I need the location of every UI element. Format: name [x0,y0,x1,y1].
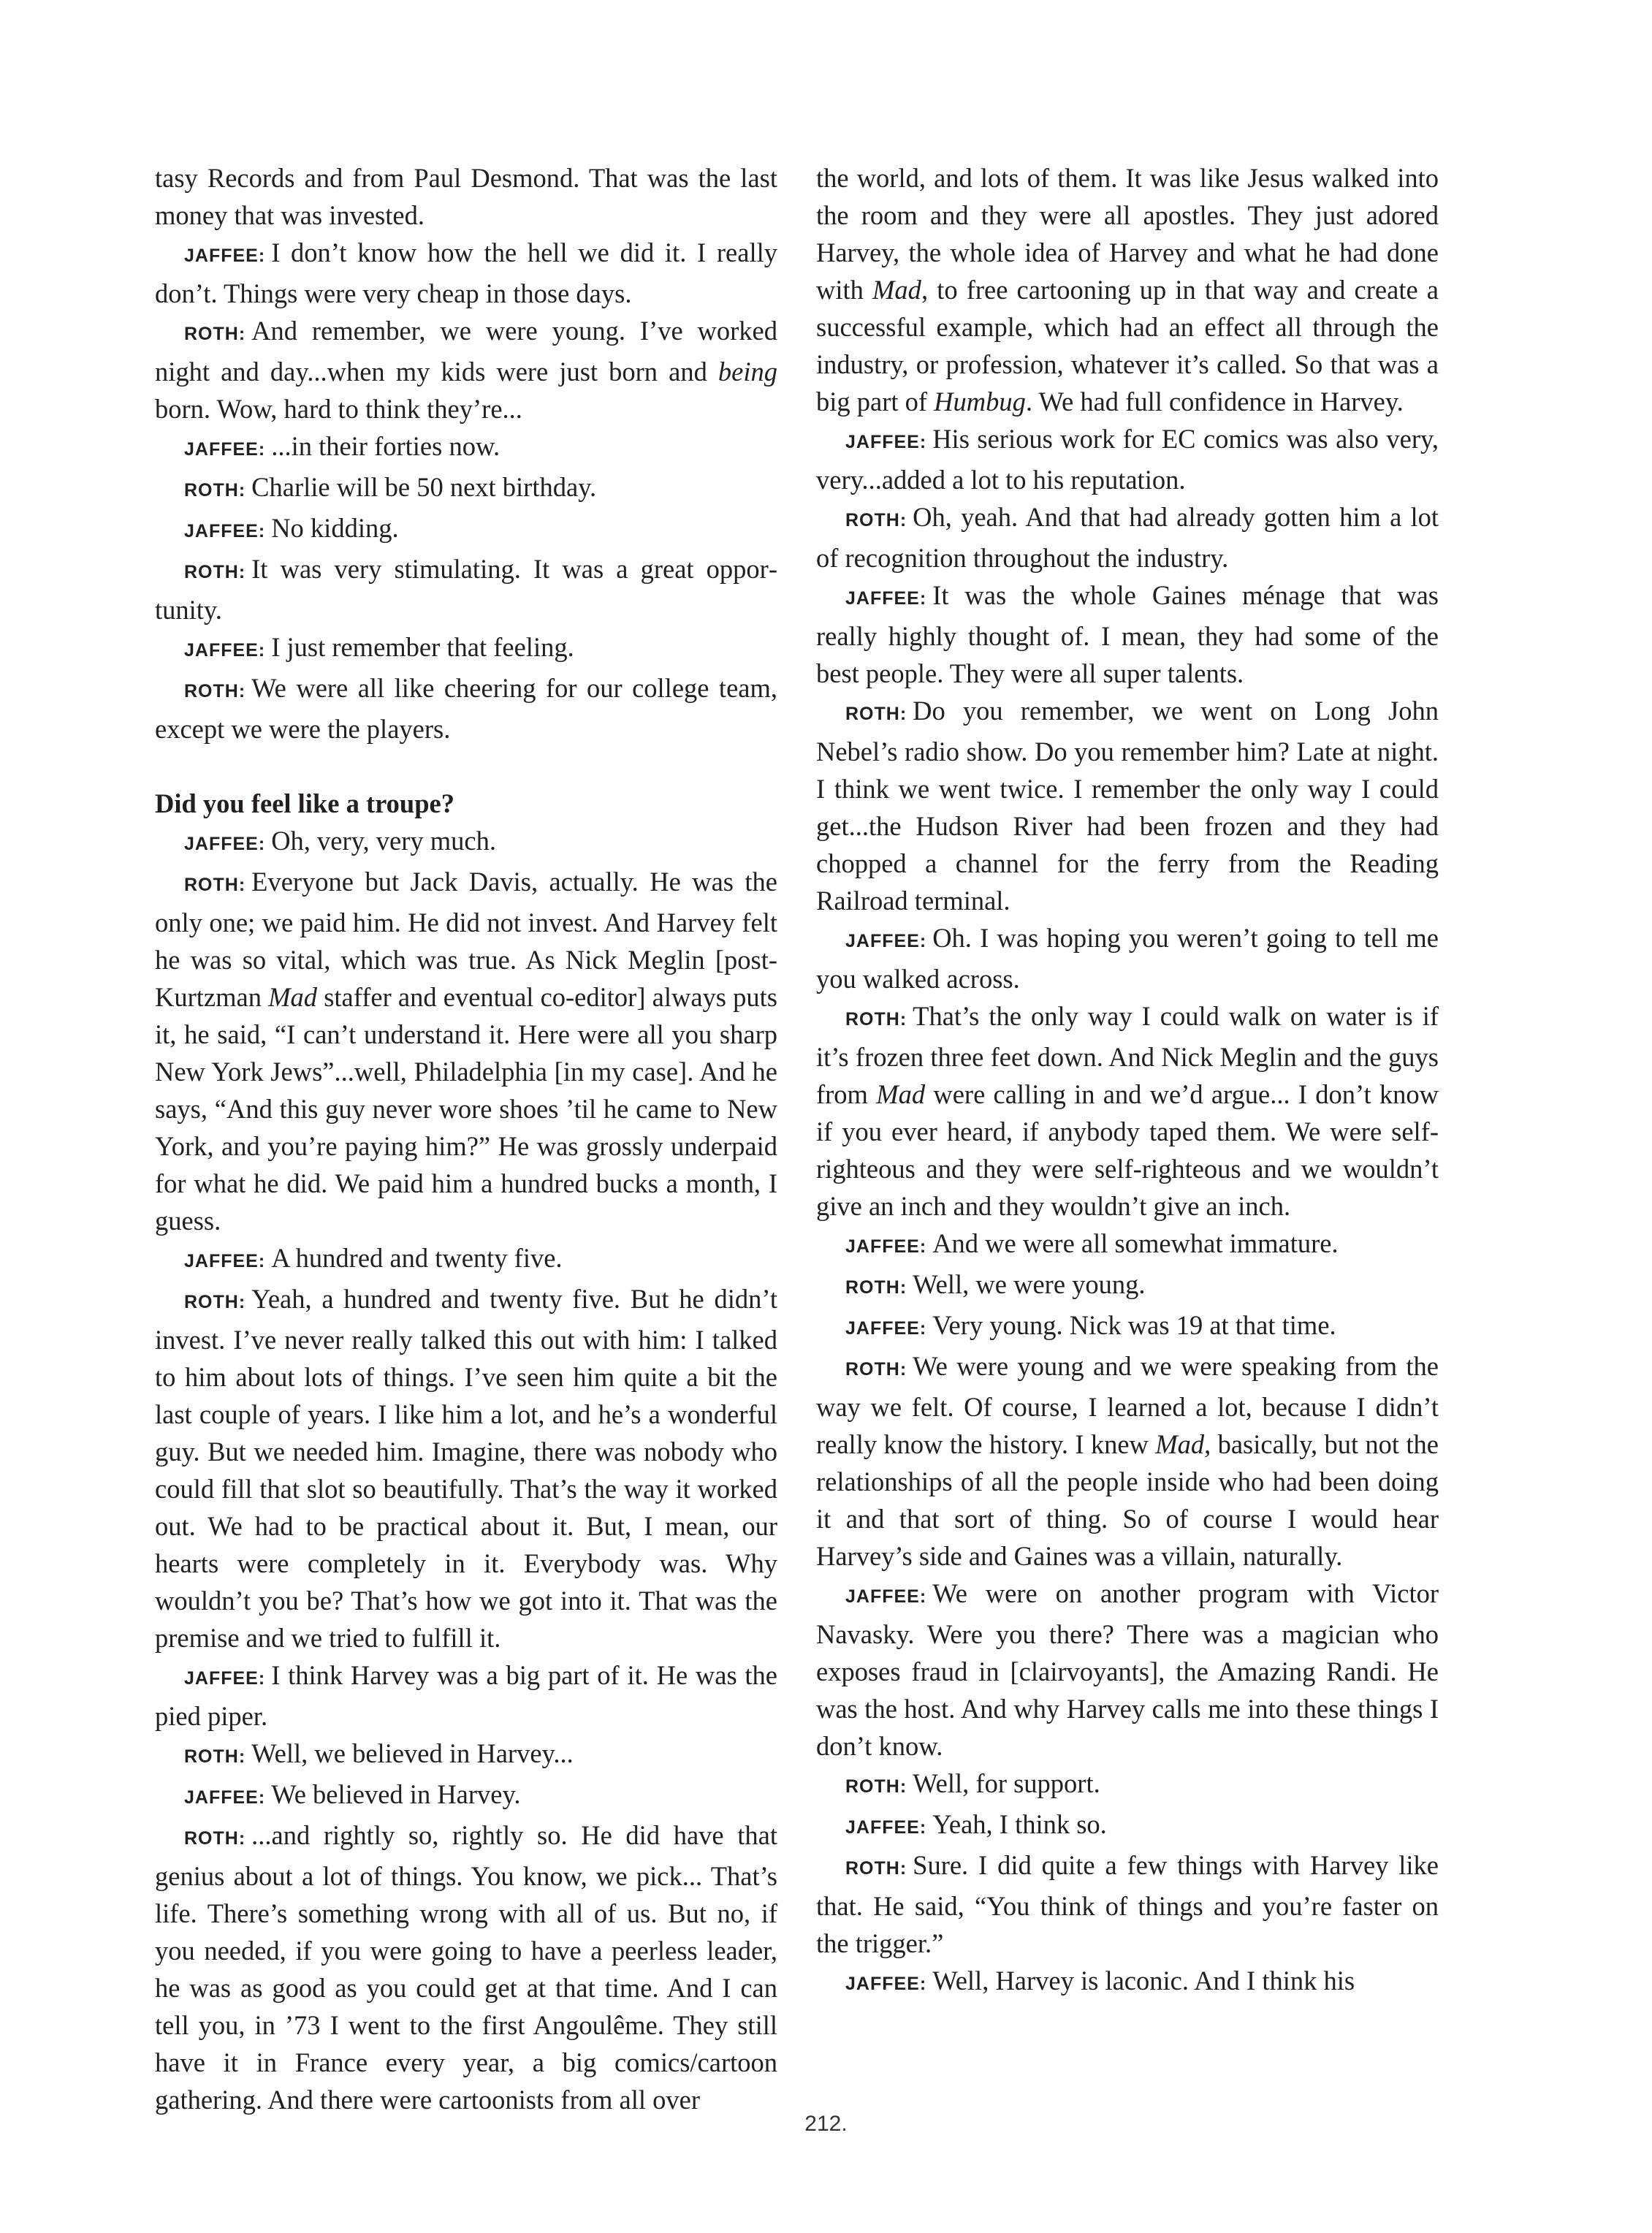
speaker-label: ROTH: [184,1828,246,1849]
speaker-label: JAFFEE: [845,1817,927,1838]
speaker-label: ROTH: [184,1292,246,1312]
paragraph-text: I think Harvey was a big part of it. He was the pied piper. [155,1660,777,1731]
dialogue-paragraph [816,1306,1439,1347]
paragraph-text: Charlie will be 50 next birthday. [251,472,597,502]
dialogue-paragraph [155,550,777,628]
paragraph-text: Do you remember, we went on Long John Nebel’s radio show. Do you remember him? Late at night. I think we went twice. I remember the only way I could get...the Hudson River had been frozen and they had chopped a channel for the ferry from the Reading Railroad terminal. [816,696,1439,916]
dialogue-paragraph [155,234,777,312]
paragraph-text: That’s the only way I could walk on water is if it’s frozen three feet down. And Nick Meglin and the guys from Mad were calling in and we’d argue... I don’t know if you ever heard, if anybody taped them. We were self-righteous and they were self-righteous and we wouldn’t give an inch and they wouldn’t give an inch. [816,1001,1439,1221]
speaker-label: ROTH: [184,562,246,582]
paragraph-text: It was very stimulating. It was a great opportunity. [155,554,777,625]
section-heading: Did you feel like a troupe? [155,788,454,818]
dialogue-paragraph [155,1656,777,1735]
paragraph-text: Oh, very, very much. [271,826,496,856]
speaker-label: ROTH: [845,1009,907,1030]
paragraph-text: Yeah, I think so. [932,1809,1107,1839]
speaker-label: JAFFEE: [184,1668,266,1689]
dialogue-paragraph [816,577,1439,692]
paragraph-text: No kidding. [271,513,399,543]
paragraph-text: Everyone but Jack Davis, actually. He was the only one; we paid him. He did not invest. And Harvey felt he was so vital, which was true. As Nick Meglin [post-Kurtzman Mad staffer and eventual co-editor] always puts it, he said, “I can’t understand it. Here were all you sharp New York Jews”...well, Philadelphia [in my case]. And he says, “And this guy never wore shoes ’til he came to New York, and you’re paying him?” He was grossly underpaid for what he did. We paid him a hundred bucks a month, I guess. [155,867,778,1236]
dialogue-paragraph [816,692,1439,919]
dialogue-paragraph [816,919,1439,997]
speaker-label: ROTH: [845,1776,907,1797]
speaker-label: ROTH: [184,875,246,895]
dialogue-paragraph [816,1765,1439,1806]
right-column [816,159,1439,2003]
dialogue-paragraph [155,1280,777,1656]
speaker-label: JAFFEE: [184,640,266,661]
paragraph-text: We were on another program with Victor Navasky. Were you there? There was a magician who exposes fraud in [clairvoyants], the Amazing Randi. He was the host. And why Harvey calls me into these things I don’t know. [816,1578,1439,1761]
paragraph-text: Yeah, a hundred and twenty five. But he didn’t invest. I’ve never really talked this out with him: I talked to him about lots of things. I’ve seen him quite a bit the last couple of years. I like him a lot, and he’s a wonderful guy. But we needed him. Imagine, there was nobody who could fill that slot so beautifully. That’s the way it worked out. We had to be practical about it. But, I mean, our hearts were completely in it. Everybody was. Why wouldn’t you be? That’s how we got into it. That was the premise and we tried to fulfill it. [155,1284,777,1653]
speaker-label: JAFFEE: [845,432,927,452]
left-column [155,159,777,2118]
paragraph-text: the world, and lots of them. It was like Jesus walked into the room and they were all apostles. They just adored Harvey, the whole idea of Harvey and what he had done with Mad, to free cartooning up in that way and create a successful example, which had an effect all through the industry, or profession, whatever it’s called. So that was a big part of Humbug. We had full confidence in Harvey. [816,163,1439,416]
dialogue-paragraph [816,1962,1439,2003]
paragraph-text: Well, for support. [913,1768,1100,1798]
dialogue-paragraph [816,420,1439,498]
paragraph-text: Well, Harvey is laconic. And I think his [932,1966,1355,1996]
dialogue-paragraph [155,863,777,1239]
dialogue-paragraph [155,822,777,863]
dialogue-paragraph [816,1806,1439,1846]
speaker-label: ROTH: [845,510,907,530]
speaker-label: ROTH: [184,681,246,701]
speaker-label: ROTH: [845,1277,907,1298]
dialogue-paragraph [816,997,1439,1225]
paragraph-text: ...in their forties now. [271,431,500,461]
dialogue-paragraph [155,159,777,234]
dialogue-paragraph [155,1776,777,1817]
dialogue-paragraph [155,312,777,427]
speaker-label: ROTH: [184,324,246,344]
speaker-label: JAFFEE: [845,931,927,951]
dialogue-paragraph [155,1239,777,1280]
speaker-label: JAFFEE: [184,521,266,541]
paragraph-text: I don’t know how the hell we did it. I really don’t. Things were very cheap in those days. [155,237,777,308]
paragraph-text: And remember, we were young. I’ve worked night and day...when my kids were just born and being born. Wow, hard to think they’re... [155,316,777,424]
dialogue-paragraph [816,498,1439,577]
speaker-label: JAFFEE: [845,1974,927,1994]
dialogue-paragraph [816,1846,1439,1962]
paragraph-text: And we were all somewhat immature. [932,1228,1339,1258]
dialogue-paragraph [816,1347,1439,1575]
speaker-label: ROTH: [845,704,907,724]
speaker-label: ROTH: [184,1746,246,1767]
paragraph-text: tasy Records and from Paul Desmond. That was the last money that was invested. [155,163,777,230]
dialogue-paragraph [155,669,777,747]
speaker-label: JAFFEE: [184,439,266,460]
paragraph-text: We were all like cheering for our college team, except we were the players. [155,673,777,744]
paragraph-text: It was the whole Gaines ménage that was really highly thought of. I mean, they had some of the best people. They were all super talents. [816,580,1439,688]
paragraph-text: Oh, yeah. And that had already gotten him a lot of recognition throughout the industry. [816,502,1439,573]
dialogue-paragraph [816,1575,1439,1765]
paragraph-text: Very young. Nick was 19 at that time. [932,1310,1336,1340]
paragraph-text: We were young and we were speaking from the way we felt. Of course, I learned a lot, because I didn’t really know the history. I knew Mad, basically, but not the relationships of all the people inside who had been doing it and that sort of thing. So of course I would hear Harvey’s side and Gaines was a villain, naturally. [816,1351,1439,1571]
paragraph-text: ...and rightly so, rightly so. He did have that genius about a lot of things. You know, we pick... That’s life. There’s something wrong with all of us. But no, if you needed, if you were going to have a peerless leader, he was as good as you could get at that time. And I can tell you, in ’73 I went to the first Angoulême. They still have it in France every year, a big comics/cartoon gathering. And there were cartoonists from all over [155,1820,777,2115]
dialogue-paragraph [816,159,1439,420]
speaker-label: JAFFEE: [845,1586,927,1607]
paragraph-text: I just remember that feeling. [271,632,574,662]
dialogue-paragraph [155,628,777,669]
page-number: 212. [804,2112,848,2136]
paragraph-text: Sure. I did quite a few things with Harvey like that. He said, “You think of things and you’re faster on the trigger.” [816,1850,1439,1958]
speaker-label: JAFFEE: [184,834,266,854]
paragraph-text: Well, we were young. [913,1269,1146,1299]
paragraph-text: His serious work for EC comics was also very, very...added a lot to his reputation. [816,424,1439,495]
dialogue-paragraph [155,468,777,509]
paragraph-text: We believed in Harvey. [271,1779,521,1809]
dialogue-paragraph [816,1225,1439,1266]
speaker-label: JAFFEE: [845,1236,927,1257]
speaker-label: JAFFEE: [184,1251,266,1271]
dialogue-paragraph [155,1817,777,2118]
speaker-label: JAFFEE: [184,246,266,266]
dialogue-paragraph [155,509,777,550]
speaker-label: JAFFEE: [845,1318,927,1339]
speaker-label: JAFFEE: [845,588,927,609]
paragraph-text: Well, we believed in Harvey... [251,1738,574,1768]
paragraph-text: Oh. I was hoping you weren’t going to tell me you walked across. [816,923,1439,994]
speaker-label: ROTH: [184,480,246,501]
dialogue-paragraph [155,1735,777,1776]
speaker-label: JAFFEE: [184,1787,266,1808]
dialogue-paragraph [155,427,777,468]
paragraph-text: A hundred and twenty five. [271,1243,563,1273]
speaker-label: ROTH: [845,1359,907,1380]
dialogue-paragraph [816,1266,1439,1306]
speaker-label: ROTH: [845,1858,907,1879]
